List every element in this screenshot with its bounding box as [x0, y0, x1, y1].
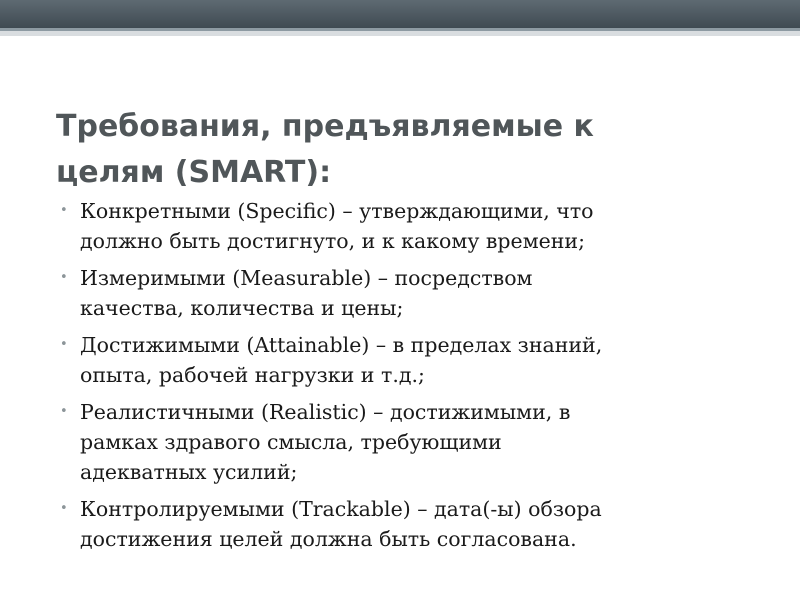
list-item-measurable [60, 263, 760, 323]
list-item-text-line: достижения целей должна быть согласована. [80, 527, 577, 551]
bullet-icon: • [60, 501, 68, 516]
bullet-icon: • [60, 270, 68, 285]
list-item-realistic [60, 397, 760, 487]
slide-title [56, 104, 756, 196]
bullet-icon: • [60, 203, 68, 218]
list-item-text-line: Контролируемыми (Trackable) – дата(-ы) обзора [80, 497, 602, 521]
list-item-text-line: качества, количества и цены; [80, 296, 404, 320]
header-bar [0, 0, 800, 28]
slide-title-line-1: Требования, предъявляемые к [56, 109, 594, 144]
header-stripe-light [0, 31, 800, 36]
list-item-text-line: должно быть достигнуто, и к какому времени; [80, 229, 586, 253]
list-item-trackable [60, 494, 760, 554]
list-item-attainable [60, 330, 760, 390]
smart-criteria-list [60, 196, 760, 561]
list-item-text-line: Достижимыми (Attainable) – в пределах знаний, [80, 333, 603, 357]
list-item-text-line: Реалистичными (Realistic) – достижимыми, в [80, 400, 571, 424]
list-item-text-line: адекватных усилий; [80, 460, 298, 484]
bullet-icon: • [60, 404, 68, 419]
list-item-text-line: опыта, рабочей нагрузки и т.д.; [80, 363, 425, 387]
slide-title-line-2: целям (SMART): [56, 155, 332, 190]
bullet-icon: • [60, 337, 68, 352]
list-item-text-line: Конкретными (Specific) – утверждающими, что [80, 199, 594, 223]
list-item-text-line: Измеримыми (Measurable) – посредством [80, 266, 533, 290]
list-item-text-line: рамках здравого смысла, требующими [80, 430, 502, 454]
list-item-specific [60, 196, 760, 256]
